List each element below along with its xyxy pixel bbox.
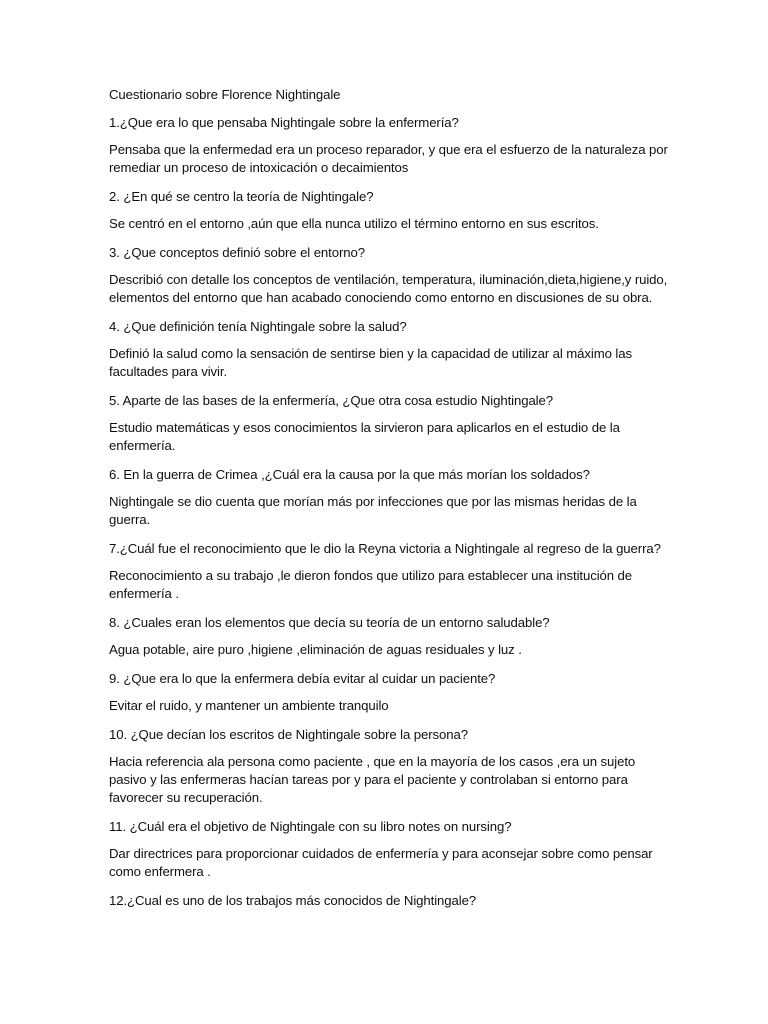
question-11: 11. ¿Cuál era el objetivo de Nightingale con su libro notes on nursing? bbox=[109, 819, 512, 834]
qa-item-4 bbox=[109, 318, 669, 381]
answer-2: Se centró en el entorno ,aún que ella nunca utilizo el término entorno en sus escritos. bbox=[109, 216, 599, 231]
qa-item-12 bbox=[109, 892, 669, 910]
answer-5: Estudio matemáticas y esos conocimientos la sirvieron para aplicarlos en el estudio de la enfermería. bbox=[109, 420, 620, 453]
answer-10: Hacia referencia ala persona como paciente , que en la mayoría de los casos ,era un sujeto pasivo y las enfermeras hacían tareas por y para el paciente y controlaban si entorno para favorecer su recuperación. bbox=[109, 754, 636, 805]
qa-item-7 bbox=[109, 540, 669, 603]
question-9: 9. ¿Que era lo que la enfermera debía evitar al cuidar un paciente? bbox=[109, 671, 496, 686]
qa-item-3 bbox=[109, 244, 669, 307]
qa-item-8 bbox=[109, 614, 669, 659]
qa-item-11 bbox=[109, 818, 669, 881]
qa-item-9 bbox=[109, 670, 669, 715]
answer-1: Pensaba que la enfermedad era un proceso reparador, y que era el esfuerzo de la naturaleza por remediar un proceso de intoxicación o decaimientos bbox=[109, 142, 668, 175]
question-12: 12.¿Cual es uno de los trabajos más conocidos de Nightingale? bbox=[109, 893, 477, 908]
answer-8: Agua potable, aire puro ,higiene ,eliminación de aguas residuales y luz . bbox=[109, 642, 522, 657]
question-2: 2. ¿En qué se centro la teoría de Nightingale? bbox=[109, 189, 374, 204]
question-3: 3. ¿Que conceptos definió sobre el entorno? bbox=[109, 245, 365, 260]
answer-11: Dar directrices para proporcionar cuidados de enfermería y para aconsejar sobre como pensar como enfermera . bbox=[109, 846, 653, 879]
qa-item-2 bbox=[109, 188, 669, 233]
qa-item-10 bbox=[109, 726, 669, 807]
document-content bbox=[109, 86, 669, 921]
question-1: 1.¿Que era lo que pensaba Nightingale sobre la enfermería? bbox=[109, 115, 459, 130]
question-7: 7.¿Cuál fue el reconocimiento que le dio la Reyna victoria a Nightingale al regreso de la guerra? bbox=[109, 541, 661, 556]
question-4: 4. ¿Que definición tenía Nightingale sobre la salud? bbox=[109, 319, 407, 334]
qa-item-5 bbox=[109, 392, 669, 455]
answer-3: Describió con detalle los conceptos de ventilación, temperatura, iluminación,dieta,higiene,y ruido, elementos del entorno que han acabado conociendo como entorno en discusiones de su obra. bbox=[109, 272, 668, 305]
answer-6: Nightingale se dio cuenta que morían más por infecciones que por las mismas heridas de la guerra. bbox=[109, 494, 637, 527]
question-8: 8. ¿Cuales eran los elementos que decía su teoría de un entorno saludable? bbox=[109, 615, 550, 630]
answer-7: Reconocimiento a su trabajo ,le dieron fondos que utilizo para establecer una institución de enfermería . bbox=[109, 568, 633, 601]
question-10: 10. ¿Que decían los escritos de Nightingale sobre la persona? bbox=[109, 727, 468, 742]
question-6: 6. En la guerra de Crimea ,¿Cuál era la causa por la que más morían los soldados? bbox=[109, 467, 590, 482]
answer-4: Definió la salud como la sensación de sentirse bien y la capacidad de utilizar al máximo las facultades para vivir. bbox=[109, 346, 632, 379]
answer-9: Evitar el ruido, y mantener un ambiente tranquilo bbox=[109, 698, 389, 713]
question-5: 5. Aparte de las bases de la enfermería, ¿Que otra cosa estudio Nightingale? bbox=[109, 393, 553, 408]
qa-item-6 bbox=[109, 466, 669, 529]
document-title: Cuestionario sobre Florence Nightingale bbox=[109, 87, 341, 102]
qa-item-1 bbox=[109, 114, 669, 177]
